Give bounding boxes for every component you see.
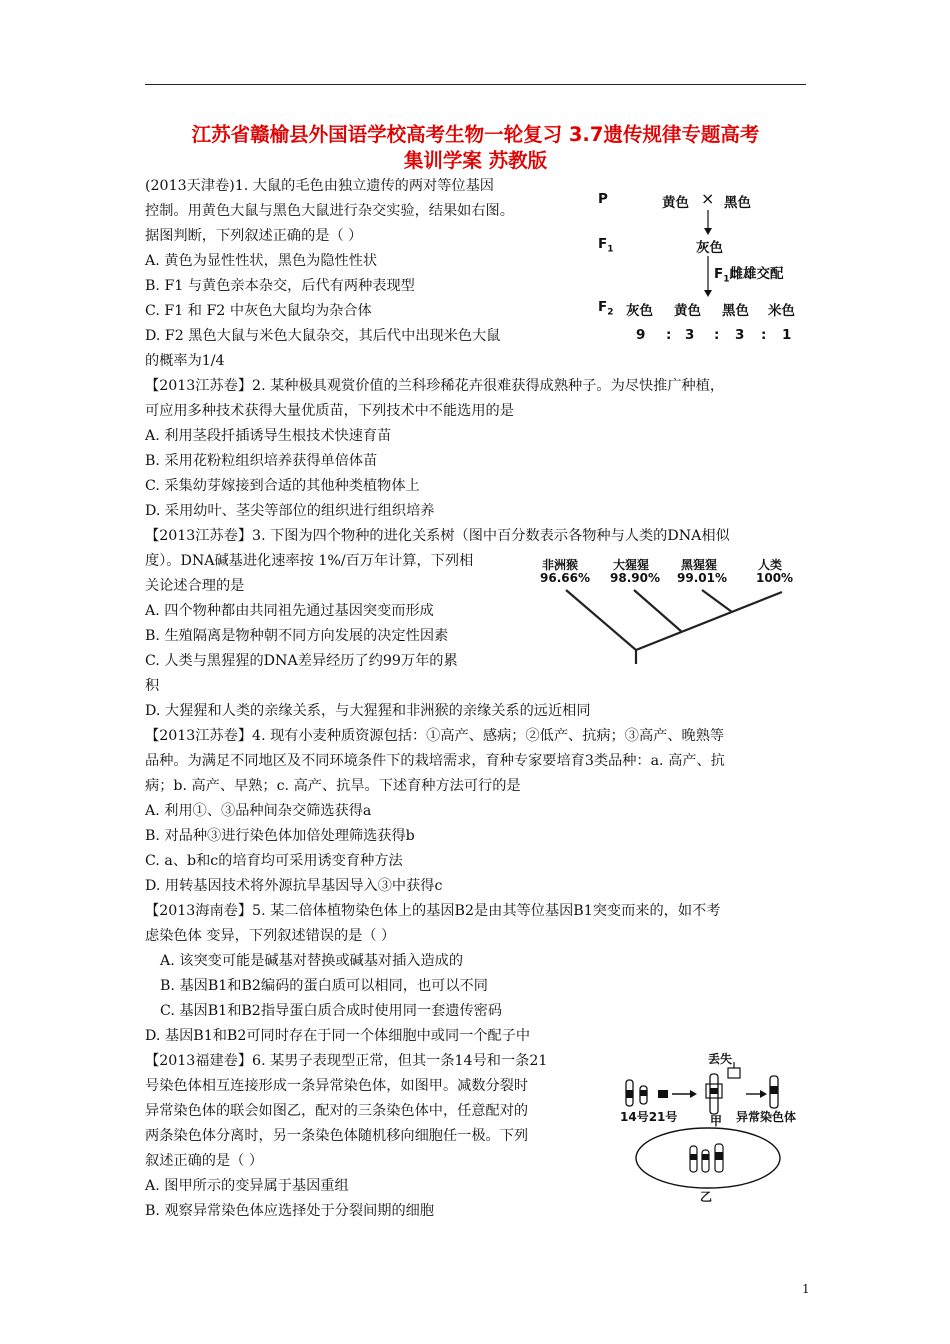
cross-diagram: [590, 184, 810, 344]
label-p: P: [598, 191, 608, 207]
q4-option-a: A. 利用①、③品种间杂交筛选获得a: [145, 803, 372, 819]
q3-option-a: A. 四个物种都由共同祖先通过基因突变而形成: [145, 603, 434, 619]
q2-option-a: A. 利用茎段扦插诱导生根技术快速育苗: [145, 428, 392, 444]
q3-line-2: 度）。DNA碱基进化速率按 1%/百万年计算，下列相: [145, 553, 474, 569]
q3-line-3: 关论述合理的是: [145, 578, 245, 594]
q4-option-d: D. 用转基因技术将外源抗旱基因导入③中获得c: [145, 878, 443, 894]
parent-black: 黑色: [724, 195, 751, 211]
q5-option-d: D. 基因B1和B2可同时存在于同一个体细胞中或同一个配子中: [145, 1028, 531, 1044]
q2-option-b: B. 采用花粉粒组织培养获得单倍体苗: [145, 453, 378, 469]
species-gorilla: 大猩猩: [613, 558, 650, 572]
q6-option-b: B. 观察异常染色体应选择处于分裂间期的细胞: [145, 1203, 435, 1219]
similarity-gorilla: 98.90%: [610, 571, 660, 585]
f2-grey: 灰色: [626, 303, 653, 319]
q4-line-2: 品种。为满足不同地区及不同环境条件下的栽培需求，育种专家要培育3类品种：a. 高产、抗: [145, 753, 725, 769]
header-rule: [145, 84, 806, 85]
ratio-3a: 3: [685, 327, 695, 343]
q4-line-1: 【2013江苏卷】4. 现有小麦种质资源包括：①高产、感病；②低产、抗病；③高产、晚熟等: [145, 728, 725, 744]
page-number: 1: [802, 1282, 810, 1296]
f2-yellow: 黄色: [674, 303, 701, 319]
f2-black: 黑色: [722, 303, 749, 319]
ratio-1: 1: [782, 327, 792, 343]
similarity-chimpanzee: 99.01%: [677, 571, 727, 585]
q6-line-1: 【2013福建卷】6. 某男子表现型正常，但其一条14号和一条21: [145, 1053, 548, 1069]
tree-branches: [532, 556, 817, 666]
q5-line-1: 【2013海南卷】5. 某二倍体植物染色体上的基因B2是由其等位基因B1突变而来的，如不考: [145, 903, 721, 919]
ratio-3b: 3: [735, 327, 745, 343]
q1-option-d-cont: 的概率为1/4: [145, 353, 225, 369]
title-line-1: 江苏省赣榆县外国语学校高考生物一轮复习 3.7遗传规律专题高考: [191, 123, 760, 146]
q4-option-c: C. a、b和c的培育均可采用诱变育种方法: [145, 853, 403, 869]
evolution-tree: [532, 556, 817, 666]
q3-option-c: C. 人类与黑猩猩的DNA差异经历了约99万年的累: [145, 653, 458, 669]
q1-option-d: D. F2 黑色大鼠与米色大鼠杂交，其后代中出现米色大鼠: [145, 328, 501, 344]
species-african-monkey: 非洲猴: [542, 558, 579, 572]
f1-grey: 灰色: [696, 240, 723, 256]
q2-option-c: C. 采集幼芽嫁接到合适的其他种类植物体上: [145, 478, 420, 494]
q5-option-b: B. 基因B1和B2编码的蛋白质可以相同，也可以不同: [160, 978, 488, 994]
q6-line-4: 两条染色体分离时，另一条染色体随机移向细胞任一极。下列: [145, 1128, 529, 1144]
q5-option-a: A. 该突变可能是碱基对替换或碱基对插入造成的: [160, 953, 464, 969]
ratio-9: 9: [636, 327, 646, 343]
parent-yellow: 黄色: [662, 195, 689, 211]
q3-option-b: B. 生殖隔离是物种朝不同方向发展的决定性因素: [145, 628, 449, 644]
similarity-human: 100%: [756, 571, 794, 585]
f2-beige: 米色: [768, 303, 795, 319]
q6-line-5: 叙述正确的是（ ）: [145, 1153, 264, 1169]
q1-option-c: C. F1 和 F2 中灰色大鼠均为杂合体: [145, 303, 372, 319]
q1-line-3: 据图判断，下列叙述正确的是（ ）: [145, 228, 363, 244]
q2-option-d: D. 采用幼叶、茎尖等部位的组织进行组织培养: [145, 503, 435, 519]
q3-option-c-cont: 积: [145, 678, 160, 694]
chromosome-drawing: [618, 1050, 803, 1210]
q3-option-d: D. 大猩猩和人类的亲缘关系，与大猩猩和非洲猴的亲缘关系的远近相同: [145, 703, 591, 719]
ratio-sep-3: :: [761, 327, 767, 343]
label-yi: 乙: [700, 1190, 713, 1204]
similarity-african-monkey: 96.66%: [540, 571, 590, 585]
label-f2: $F_2$: [598, 299, 614, 318]
f1-mating-label: $F_1$雌雄交配: [714, 266, 784, 285]
label-jia: 甲: [710, 1114, 723, 1128]
q5-line-2: 虑染色体 变异，下列叙述错误的是（ ）: [145, 928, 396, 944]
q1-line-1: (2013天津卷)1. 大鼠的毛色由独立遗传的两对等位基因: [145, 178, 494, 194]
ratio-sep-1: :: [666, 327, 672, 343]
species-human: 人类: [758, 558, 783, 572]
title-line-2: 集训学案 苏教版: [403, 149, 548, 172]
label-lost: 丢失: [708, 1052, 733, 1066]
label-abnormal-chromosome: 异常染色体: [736, 1110, 797, 1124]
q2-line-1: 【2013江苏卷】2. 某种极具观赏价值的兰科珍稀花卉很难获得成熟种子。为尽快推广种植，: [145, 378, 725, 394]
cross-arrows: [590, 184, 810, 344]
q1-option-b: B. F1 与黄色亲本杂交，后代有两种表现型: [145, 278, 415, 294]
page-title: [145, 122, 806, 174]
q2-line-2: 可应用多种技术获得大量优质苗，下列技术中不能选用的是: [145, 403, 514, 419]
q6-option-a: A. 图甲所示的变异属于基因重组: [145, 1178, 349, 1194]
q5-option-c: C. 基因B1和B2指导蛋白质合成时使用同一套遗传密码: [160, 1003, 503, 1019]
species-chimpanzee: 黑猩猩: [681, 558, 718, 572]
q6-line-2: 号染色体相互连接形成一条异常染色体，如图甲。减数分裂时: [145, 1078, 529, 1094]
chromosome-diagram: [618, 1050, 803, 1210]
ratio-sep-2: :: [714, 327, 720, 343]
label-f1: $F_1$: [598, 236, 614, 255]
cross-sign: ×: [701, 189, 715, 208]
q6-line-3: 异常染色体的联会如图乙，配对的三条染色体中，任意配对的: [145, 1103, 529, 1119]
q1-option-a: A. 黄色为显性性状，黑色为隐性性状: [145, 253, 378, 269]
q3-line-1: 【2013江苏卷】3. 下图为四个物种的进化关系树（图中百分数表示各物种与人类的DNA相似: [145, 528, 730, 544]
q4-line-3: 病；b. 高产、早熟；c. 高产、抗旱。下述育种方法可行的是: [145, 778, 521, 794]
label-14-21: 14号21号: [620, 1110, 678, 1124]
q4-option-b: B. 对品种③进行染色体加倍处理筛选获得b: [145, 828, 415, 844]
q1-line-2: 控制。用黄色大鼠与黑色大鼠进行杂交实验，结果如右图。: [145, 203, 514, 219]
